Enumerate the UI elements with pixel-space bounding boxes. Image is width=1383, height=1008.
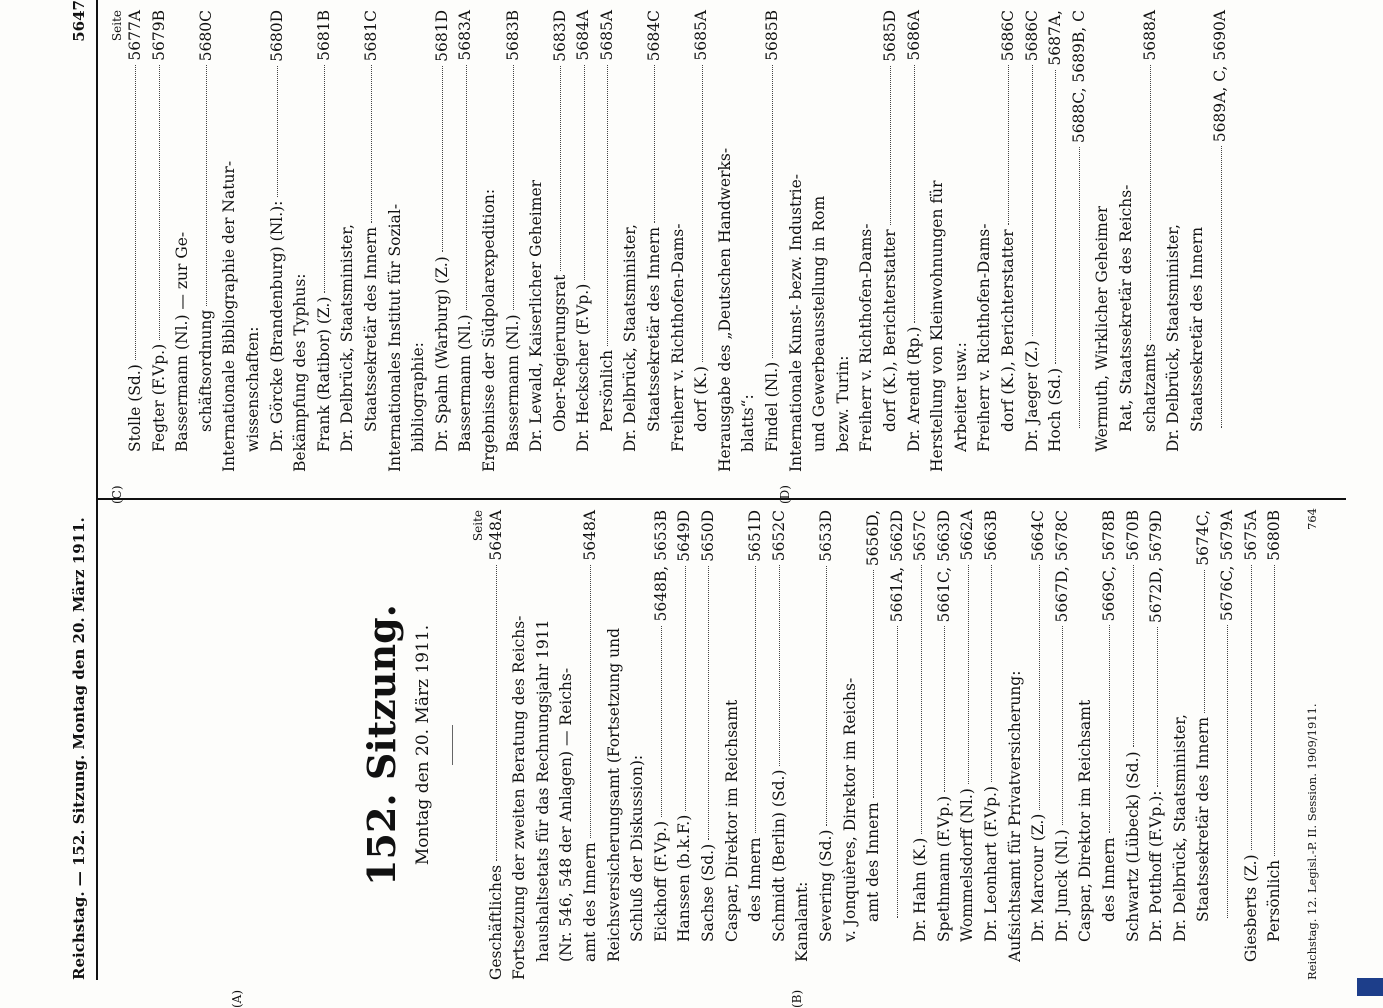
- entry-page-ref: 5689A, C, 5690A: [1211, 10, 1230, 143]
- entry-text: Persönlich: [1265, 859, 1284, 942]
- index-entry: [242, 10, 266, 490]
- dot-leader: [873, 570, 874, 798]
- dot-leader: [702, 65, 703, 362]
- dot-leader: [890, 66, 891, 225]
- entry-text: Staatssekretär des Innern: [645, 226, 664, 432]
- entry-page-ref: 5685A: [692, 10, 711, 61]
- entry-page-ref: 5674C,: [1194, 510, 1213, 566]
- entry-page-ref: 5675A: [1241, 510, 1260, 561]
- entry-text: Herstellung von Kleinwohnungen für: [928, 180, 947, 472]
- entry-text: Internationales Institut für Sozial-: [385, 203, 404, 472]
- entry-page-ref: 5661C, 5663D: [934, 510, 953, 623]
- entry-text: Dr. Heckscher (F.Vp.): [574, 283, 593, 452]
- entry-text: Dr. Görcke (Brandenburg) (Nl.):: [267, 200, 286, 452]
- entry-page-ref: 5661A, 5662D: [887, 510, 906, 623]
- entry-text: (Nr. 546, 548 der Anlagen) — Reichs-: [557, 667, 576, 962]
- index-entry: [721, 510, 745, 980]
- index-entry: [761, 10, 785, 490]
- index-entry: [1091, 10, 1115, 490]
- entry-text: haushaltsetats für das Rechnungsjahr 1911: [533, 619, 552, 962]
- dot-leader: [991, 565, 992, 782]
- index-entry: [454, 10, 478, 490]
- left-entries: [485, 510, 1287, 980]
- entry-text: Arbeiter usw.:: [951, 342, 970, 452]
- entry-page-ref: 5683B: [503, 10, 522, 61]
- entry-text: und Gewerbeausstellung in Rom: [810, 195, 829, 452]
- entry-text: Fortsetzung der zweiten Beratung des Reichs-: [510, 615, 529, 980]
- left-column: [110, 510, 1287, 980]
- entry-text: des Innern: [746, 837, 765, 922]
- dot-leader: [685, 566, 686, 811]
- index-entry: [667, 10, 691, 490]
- index-entry: [555, 510, 579, 980]
- entry-page-ref: 5679B: [149, 10, 168, 61]
- dot-leader: [1008, 65, 1009, 225]
- entry-page-ref: 5688C, 5689B, C: [1069, 10, 1088, 144]
- index-entry: [431, 10, 455, 490]
- entry-page-ref: 5681C: [361, 10, 380, 62]
- entry-page-ref: 5681D: [432, 10, 451, 62]
- dot-leader: [1079, 147, 1080, 428]
- index-entry: [697, 510, 721, 980]
- index-entry: [289, 10, 313, 490]
- entry-page-ref: 5648A: [486, 510, 505, 561]
- index-entry: [839, 510, 863, 980]
- entry-text: Dr. Delbrück, Staatsminister,: [1164, 224, 1183, 452]
- dot-leader: [159, 65, 160, 340]
- entry-page-ref: 5686C: [998, 10, 1017, 62]
- entry-page-ref: 5687A,: [1046, 10, 1065, 66]
- dfg-logo: [1357, 978, 1383, 996]
- entry-page-ref: 5685A: [597, 10, 616, 61]
- index-entry: [1240, 510, 1264, 980]
- entry-page-ref: 5685B: [763, 10, 782, 61]
- entry-text: Ergebnisse der Südpolarexpedition:: [479, 188, 498, 472]
- dot-leader: [914, 65, 915, 323]
- entry-text: Bassermann (Nl.): [456, 314, 475, 452]
- index-entry: [808, 10, 832, 490]
- entry-text: Aufsichtsamt für Privatversicherung:: [1005, 670, 1024, 962]
- dot-leader: [1251, 565, 1252, 851]
- entry-page-ref: 5685D: [881, 10, 899, 62]
- right-column: [110, 10, 1233, 490]
- entry-text: Caspar, Direktor im Reichsamt: [1076, 699, 1095, 942]
- index-entry: [478, 10, 502, 490]
- entry-page-ref: 5662A: [958, 510, 977, 561]
- index-entry: [879, 10, 903, 490]
- entry-page-ref: 5677A: [126, 10, 144, 61]
- entry-page-ref: 5672D, 5679D: [1147, 510, 1166, 624]
- index-entry: [1051, 510, 1075, 980]
- page-header: [70, 0, 94, 980]
- dot-leader: [755, 566, 756, 833]
- index-entry: [508, 510, 532, 980]
- index-entry: [579, 510, 603, 980]
- entry-text: Ober-Regierungsrat: [550, 274, 569, 432]
- index-entry: [832, 10, 856, 490]
- dot-leader: [442, 66, 443, 252]
- index-entry: [926, 10, 950, 490]
- entry-page-ref: 5683A: [456, 10, 475, 61]
- dot-leader: [1227, 625, 1228, 918]
- entry-page-ref: 5683D: [550, 10, 569, 62]
- entry-text: Dr. Marcour (Z.): [1029, 813, 1048, 942]
- title-separator: [452, 725, 453, 765]
- dot-leader: [1032, 65, 1033, 336]
- index-entry: [643, 10, 667, 490]
- entry-page-ref: 5651D: [746, 510, 765, 562]
- index-entry: [933, 510, 957, 980]
- entry-text: v. Jonquières, Direktor im Reichs-: [840, 677, 859, 942]
- margin-mark-c: (C): [110, 485, 124, 504]
- entry-page-ref: 5649D: [675, 510, 694, 562]
- entry-text: blatts“:: [739, 394, 758, 452]
- index-entry: [603, 510, 627, 980]
- index-entry: [690, 10, 714, 490]
- entry-text: Staatssekretär des Innern: [361, 226, 380, 432]
- entry-text: amt des Innern: [864, 802, 883, 922]
- index-entry: [950, 10, 974, 490]
- entry-text: dorf (K.): [692, 366, 711, 432]
- dot-leader: [779, 565, 780, 765]
- index-entry: [407, 10, 431, 490]
- index-entry: [626, 510, 650, 980]
- dot-leader: [277, 66, 278, 197]
- entry-text: dorf (K.), Berichterstatter: [881, 229, 899, 432]
- entry-page-ref: 5680C: [196, 10, 215, 62]
- entry-text: Freiherr v. Richthofen-Dams-: [668, 223, 687, 452]
- index-entry: [485, 510, 509, 980]
- index-entry: [1145, 510, 1169, 980]
- footer-text: Reichstag. 12. Legisl.-P. II. Session. 1909/1911.: [1305, 703, 1319, 980]
- index-entry: [997, 10, 1021, 490]
- dot-leader: [371, 65, 372, 223]
- index-entry: [336, 10, 360, 490]
- entry-text: Frank (Ratibor) (Z.): [314, 296, 333, 452]
- index-entry: [815, 510, 839, 980]
- entry-text: Wermuth, Wirklicher Geheimer: [1093, 205, 1112, 452]
- index-entry: [171, 10, 195, 490]
- entry-text: dorf (K.), Berichterstatter: [998, 229, 1017, 432]
- dot-leader: [1157, 627, 1158, 786]
- dot-leader: [1204, 570, 1205, 713]
- entry-text: Stolle (Sd.): [126, 364, 144, 452]
- entry-text: Schwartz (Lübeck) (Sd.): [1123, 751, 1142, 942]
- column-rule: [96, 498, 1346, 500]
- entry-text: Reichsversicherungsamt (Fortsetzung und: [604, 628, 623, 962]
- entry-text: Hanssen (b.k.F.): [675, 814, 694, 942]
- entry-text: wissenschaften:: [243, 326, 262, 452]
- entry-page-ref: 5656D,: [864, 510, 883, 567]
- index-entry: [903, 10, 927, 490]
- entry-page-ref: 5650D: [698, 510, 717, 562]
- dot-leader: [607, 65, 608, 346]
- entry-page-ref: 5680D: [267, 10, 286, 62]
- dot-leader: [560, 66, 561, 271]
- seite-label: Seite: [110, 10, 124, 42]
- index-entry: [714, 10, 738, 490]
- entry-text: Herausgabe des „Deutschen Handwerks-: [715, 147, 734, 472]
- index-entry: [1027, 510, 1051, 980]
- index-entry: [502, 10, 526, 490]
- entry-page-ref: 5670B: [1123, 510, 1142, 561]
- entry-page-ref: 5688A: [1140, 10, 1159, 61]
- rotated-page: [50, 0, 1350, 1008]
- index-entry: [572, 10, 596, 490]
- index-entry: [909, 510, 933, 980]
- entry-page-ref: 5667D, 5678C: [1052, 510, 1071, 623]
- index-entry: [980, 510, 1004, 980]
- entry-page-ref: 5681B: [314, 10, 333, 61]
- entry-text: Wommelsdorff (Nl.): [958, 788, 977, 942]
- right-entries: [124, 10, 1233, 490]
- index-entry: [124, 10, 148, 490]
- index-entry: [619, 10, 643, 490]
- entry-text: Freiherr v. Richthofen-Dams-: [857, 223, 876, 452]
- dot-leader: [1109, 625, 1110, 833]
- index-entry: [596, 10, 620, 490]
- entry-text: schäftsordnung: [196, 309, 215, 432]
- sheet-number: 764: [1305, 508, 1319, 530]
- index-entry: [650, 510, 674, 980]
- dot-leader: [654, 65, 655, 223]
- entry-text: Dr. Arendt (Rp.): [904, 326, 923, 452]
- index-entry: [768, 510, 792, 980]
- dot-leader: [772, 65, 773, 358]
- entry-page-ref: 5648B, 5653B: [651, 510, 670, 622]
- index-entry: [266, 10, 290, 490]
- index-entry: [360, 10, 384, 490]
- index-entry: [744, 510, 768, 980]
- entry-text: Eickhoff (F.Vp.): [651, 820, 670, 942]
- index-entry: [525, 10, 549, 490]
- entry-text: bezw. Turin:: [833, 355, 852, 452]
- entry-page-ref: 5684C: [645, 10, 664, 62]
- entry-text: Schluß der Diskussion):: [628, 754, 647, 942]
- margin-mark-b: (B): [790, 989, 804, 1008]
- index-entry: [1074, 510, 1098, 980]
- session-title: 152. Sitzung.: [359, 604, 404, 886]
- index-entry: [1169, 510, 1193, 980]
- index-entry: [1139, 10, 1163, 490]
- dot-leader: [921, 565, 922, 833]
- dot-leader: [1133, 565, 1134, 748]
- entry-text: Dr. Potthoff (F.Vp.):: [1147, 790, 1166, 942]
- entry-page-ref: 5648A: [580, 510, 599, 561]
- index-entry: [313, 10, 337, 490]
- entry-text: Bekämpfung des Typhus:: [291, 273, 310, 472]
- page-number: 5647: [70, 0, 88, 42]
- dot-leader: [708, 566, 709, 840]
- entry-page-ref: 5664C: [1029, 510, 1048, 562]
- index-entry: [1192, 510, 1216, 980]
- index-entry: [1122, 510, 1146, 980]
- index-entry: [737, 10, 761, 490]
- dot-leader: [944, 626, 945, 791]
- entry-page-ref: 5663B: [982, 510, 1001, 561]
- index-entry: [973, 10, 997, 490]
- dot-leader: [496, 565, 497, 861]
- entry-text: Freiherr v. Richthofen-Dams-: [975, 223, 994, 452]
- entry-text: Caspar, Direktor im Reichsamt: [722, 699, 741, 942]
- entry-text: Hoch (Sd.): [1046, 367, 1065, 452]
- header-rule: [96, 0, 98, 980]
- entry-page-ref: 5657C: [911, 510, 930, 562]
- session-date: Montag den 20. März 1911.: [413, 624, 433, 866]
- index-entry: [1186, 10, 1210, 490]
- entry-text: Persönlich: [597, 349, 616, 432]
- index-entry: [1098, 510, 1122, 980]
- entry-text: Dr. Junck (Nl.): [1052, 829, 1071, 942]
- index-entry: [148, 10, 172, 490]
- entry-text: Bassermann (Nl.) — zur Ge-: [173, 231, 192, 452]
- dot-leader: [826, 566, 827, 826]
- entry-text: Giesberts (Z.): [1241, 854, 1260, 962]
- index-entry: [785, 10, 809, 490]
- index-entry: [549, 10, 573, 490]
- dot-leader: [324, 65, 325, 293]
- dot-leader: [897, 626, 898, 918]
- entry-text: Schmidt (Berlin) (Sd.): [769, 769, 788, 942]
- index-entry: [673, 510, 697, 980]
- entry-text: Geschäftliches: [486, 864, 505, 980]
- entry-page-ref: 5676C, 5679A: [1218, 510, 1236, 622]
- dot-leader: [584, 65, 585, 280]
- entry-page-ref: 5686A: [904, 10, 923, 61]
- index-entry: [791, 510, 815, 980]
- dot-leader: [661, 626, 662, 817]
- dot-leader: [1221, 146, 1222, 428]
- index-entry: [384, 10, 408, 490]
- page-footer: [1305, 508, 1319, 980]
- index-entry: [862, 510, 886, 980]
- index-entry: [956, 510, 980, 980]
- index-entry: [1115, 10, 1139, 490]
- margin-mark-a: (A): [230, 989, 244, 1008]
- entry-text: Dr. Hahn (K.): [911, 837, 930, 942]
- entry-page-ref: 5686C: [1022, 10, 1041, 62]
- entry-text: Dr. Delbrück, Staatsminister,: [1170, 714, 1189, 942]
- running-head: Reichstag. — 152. Sitzung. Montag den 20. März 1911.: [70, 517, 88, 980]
- entry-text: Internationale Bibliographie der Natur-: [220, 160, 239, 472]
- dot-leader: [1055, 70, 1056, 364]
- dot-leader: [135, 65, 136, 361]
- entry-text: Bassermann (Nl.): [503, 314, 522, 452]
- entry-page-ref: 5680B: [1265, 510, 1284, 561]
- entry-text: Dr. Jaeger (Z.): [1022, 340, 1041, 452]
- dot-leader: [1274, 565, 1275, 856]
- index-entry: [195, 10, 219, 490]
- entry-text: Severing (Sd.): [816, 829, 835, 942]
- dot-leader: [1039, 565, 1040, 809]
- entry-text: Dr. Leonhart (F.Vp.): [982, 786, 1001, 942]
- entry-page-ref: 5652C: [769, 510, 788, 562]
- index-entry: [1162, 10, 1186, 490]
- index-entry: [218, 10, 242, 490]
- funding-note: [1363, 0, 1383, 1000]
- index-entry: [1263, 510, 1287, 980]
- entry-text: Internationale Kunst- bezw. Industrie-: [786, 173, 805, 472]
- entry-text: amt des Innern: [580, 842, 599, 962]
- dot-leader: [590, 565, 591, 839]
- dot-leader: [513, 65, 514, 311]
- index-entry: [1209, 10, 1233, 490]
- entry-text: Kanalamt:: [793, 881, 812, 962]
- index-entry: [1068, 10, 1092, 490]
- index-entry: [855, 10, 879, 490]
- entry-text: schatzamts: [1140, 343, 1159, 432]
- dot-leader: [1150, 65, 1151, 340]
- index-entry: [1021, 10, 1045, 490]
- entry-page-ref: 5653D: [816, 510, 835, 562]
- entry-page-ref: 5669C, 5678B: [1100, 510, 1119, 622]
- index-entry: [1216, 510, 1240, 980]
- entry-text: Dr. Lewald, Kaiserlicher Geheimer: [527, 179, 546, 452]
- index-entry: [532, 510, 556, 980]
- index-entry: [1044, 10, 1068, 490]
- entry-text: Spethmann (F.Vp.): [934, 795, 953, 942]
- entry-text: Findel (Nl.): [763, 361, 782, 452]
- dot-leader: [466, 65, 467, 311]
- entry-text: Dr. Spahn (Warburg) (Z.): [432, 256, 451, 452]
- seite-label: Seite: [470, 510, 485, 542]
- entry-text: Dr. Delbrück, Staatsminister,: [338, 224, 357, 452]
- entry-text: Staatssekretär des Innern: [1194, 716, 1213, 922]
- index-entry: [886, 510, 910, 980]
- entry-text: Fegter (F.Vp.): [149, 343, 168, 452]
- dot-leader: [1062, 626, 1063, 825]
- entry-text: Staatssekretär des Innern: [1187, 226, 1206, 432]
- entry-page-ref: 5684A: [574, 10, 593, 61]
- entry-text: des Innern: [1100, 837, 1119, 922]
- index-entry: [1004, 510, 1028, 980]
- dot-leader: [968, 565, 969, 785]
- entry-text: Sachse (Sd.): [698, 843, 717, 942]
- dot-leader: [206, 65, 207, 305]
- entry-text: Dr. Delbrück, Staatsminister,: [621, 224, 640, 452]
- margin-mark-d: (D): [778, 485, 792, 504]
- entry-text: Rat, Staatssekretär des Reichs-: [1116, 184, 1135, 432]
- entry-text: bibliographie:: [409, 342, 428, 452]
